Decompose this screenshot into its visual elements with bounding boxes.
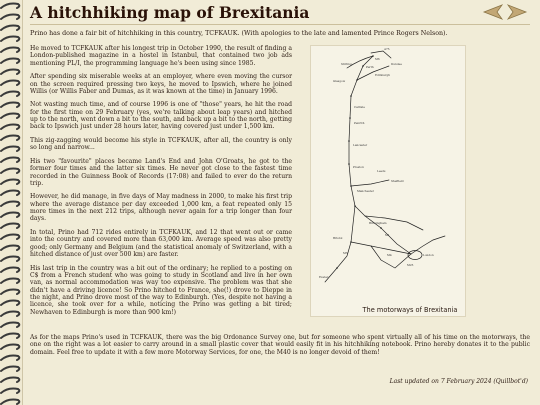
motorway-map <box>310 45 466 317</box>
map-label: Leeds <box>377 169 386 173</box>
binding-ring <box>1 114 19 119</box>
paragraph: Not wasting much time, and of course 1996 is one of "those" years, he hit the road for the first time on 29 February (yes, we're talking about leap years) and hitched up to the north, went down a bit to the south, and back up a bit to the north, getting back to Ipswich just under 28 hours later, having covered just under 1,500 km. <box>30 101 292 131</box>
binding-ring <box>1 400 19 405</box>
binding-ring <box>1 59 19 64</box>
map-label: Sheffield <box>391 179 404 183</box>
binding-ring <box>1 378 19 383</box>
binding-ring <box>1 279 19 284</box>
map-label: M6 <box>375 57 380 61</box>
binding-ring <box>1 37 19 42</box>
paragraph: His last trip in the country was a bit out of the ordinary; he replied to a posting on C$ from a French student who was going to study in Scotland and live in her own van, as normal accommodation was way too expensive. The problem was that she didn't have a driving licence! So Prino hitched to France, she(!) drove to Dieppe in the night, and Prino drove most of the way to Edinburgh. (Yes, despite not having a licence, she took over for a while, noticing the Prino was getting a bit tired; Newhaven to Edinburgh is more than 900 km!) <box>30 264 292 316</box>
binding-ring <box>1 246 19 251</box>
map-label: Edinburgh <box>375 73 391 77</box>
binding-ring <box>1 103 19 108</box>
binding-ring <box>1 147 19 152</box>
map-label: Dundee <box>391 62 402 66</box>
map-label: Bristol <box>333 236 343 240</box>
paragraph: He moved to TCFKAUK after his longest trip in October 1990, the result of finding a London-published magazine in a hostel in Istanbul, that contained two job ads mentioning PL/I, the programming language he's been using since 1985. <box>30 45 292 67</box>
map-label: Birmingham <box>369 221 387 225</box>
last-updated: Last updated on 7 February 2024 (Quillbot'd) <box>389 378 528 385</box>
binding-ring <box>1 125 19 130</box>
title-divider <box>30 24 530 25</box>
binding-ring <box>1 136 19 141</box>
binding-ring <box>1 356 19 361</box>
binding-ring <box>1 4 19 9</box>
map-label: A75 <box>384 47 390 51</box>
binding-ring <box>1 26 19 31</box>
article-body <box>30 45 292 322</box>
binding-ring <box>1 367 19 372</box>
page-title: A hitchhiking map of Brexitania <box>30 3 310 22</box>
binding-ring <box>1 169 19 174</box>
binding-ring <box>1 268 19 273</box>
page-navigation <box>482 3 528 21</box>
binding-ring <box>1 92 19 97</box>
binding-ring <box>1 70 19 75</box>
map-label: Lancaster <box>353 143 368 147</box>
binding-ring <box>1 180 19 185</box>
map-label: M1 <box>385 233 390 237</box>
map-label: Exeter <box>319 275 329 279</box>
map-label: Stirling <box>341 62 352 66</box>
binding-ring <box>1 202 19 207</box>
binding-ring <box>1 345 19 350</box>
motorway-map-drawing <box>311 46 465 304</box>
binding-ring <box>1 224 19 229</box>
binding-ring <box>1 301 19 306</box>
map-label: M25 <box>407 263 414 267</box>
spiral-binding <box>0 0 23 405</box>
paragraph: However, he did manage, in five days of May madness in 2000, to make his first trip where the average distance per day exceeded 1,000 km, a feat repeated only 15 more times in the next 212 trips, although never again for a trip longer than four days. <box>30 193 292 223</box>
paragraph: This zig-zagging would become his style in TCFKAUK, after all, the country is only so long and narrow... <box>30 137 292 152</box>
map-label: Manchester <box>357 189 374 193</box>
map-label: M5 <box>343 251 348 255</box>
binding-ring <box>1 312 19 317</box>
intro-paragraph: Prino has done a fair bit of hitchhiking in this country, TCFKAUK. (With apologies to the late and lamented Prince Rogers Nelson). <box>30 30 448 37</box>
paragraph: After spending six miserable weeks at an employer, where even moving the cursor on the screen required pressing two keys, he moved to Ipswich, where he joined Willis (or Willis Faber and Dumas, as it was known at the time) in January 1996. <box>30 73 292 95</box>
map-label: M4 <box>387 253 392 257</box>
paragraph: His two "favourite" places became Land's End and John O'Groats, he got to the former four times and the latter six times. He never got close to the fastest time recorded in the Guinness Book of Records (17:08) and failed to ever do the return trip. <box>30 157 292 187</box>
map-label: Penrith <box>354 121 365 125</box>
binding-ring <box>1 235 19 240</box>
right-arrow-icon[interactable] <box>506 3 528 21</box>
map-label: Carlisle <box>354 105 365 109</box>
binding-ring <box>1 334 19 339</box>
binding-ring <box>1 389 19 394</box>
binding-ring <box>1 15 19 20</box>
map-label: Perth <box>366 65 374 69</box>
map-label: Preston <box>353 165 364 169</box>
binding-ring <box>1 191 19 196</box>
map-label: London <box>423 253 434 257</box>
binding-ring <box>1 158 19 163</box>
paragraph: In total, Prino had 712 rides entirely in TCFKAUK, and 12 that went out or came into the country and covered more than 63,000 km. Average speed was also pretty good; only Germany and Belgium (and the statistical anomaly of Switzerland, with a hitched distance of just over 500 km) are faster. <box>30 229 292 259</box>
binding-ring <box>1 213 19 218</box>
page <box>28 0 534 405</box>
map-caption: The motorways of Brexitania <box>362 306 458 314</box>
binding-ring <box>1 323 19 328</box>
binding-ring <box>1 81 19 86</box>
left-arrow-icon[interactable] <box>482 3 504 21</box>
map-label: Glasgow <box>333 79 346 83</box>
binding-ring <box>1 257 19 262</box>
closing-paragraph: As for the maps Prino's used in TCFKAUK, there was the big Ordonance Survey one, but for someone who spent virtually all of his time on the motorways, the one on the right was a lot easier to carry around in a small plastic cover that would easily fit in his hitchhiking notebook. Prino hereby donates it to the public domain. Feel free to update it with a few more Motorway Services, for one, the M40 is no longer devoid of them! <box>30 334 530 356</box>
binding-ring <box>1 290 19 295</box>
binding-ring <box>1 48 19 53</box>
